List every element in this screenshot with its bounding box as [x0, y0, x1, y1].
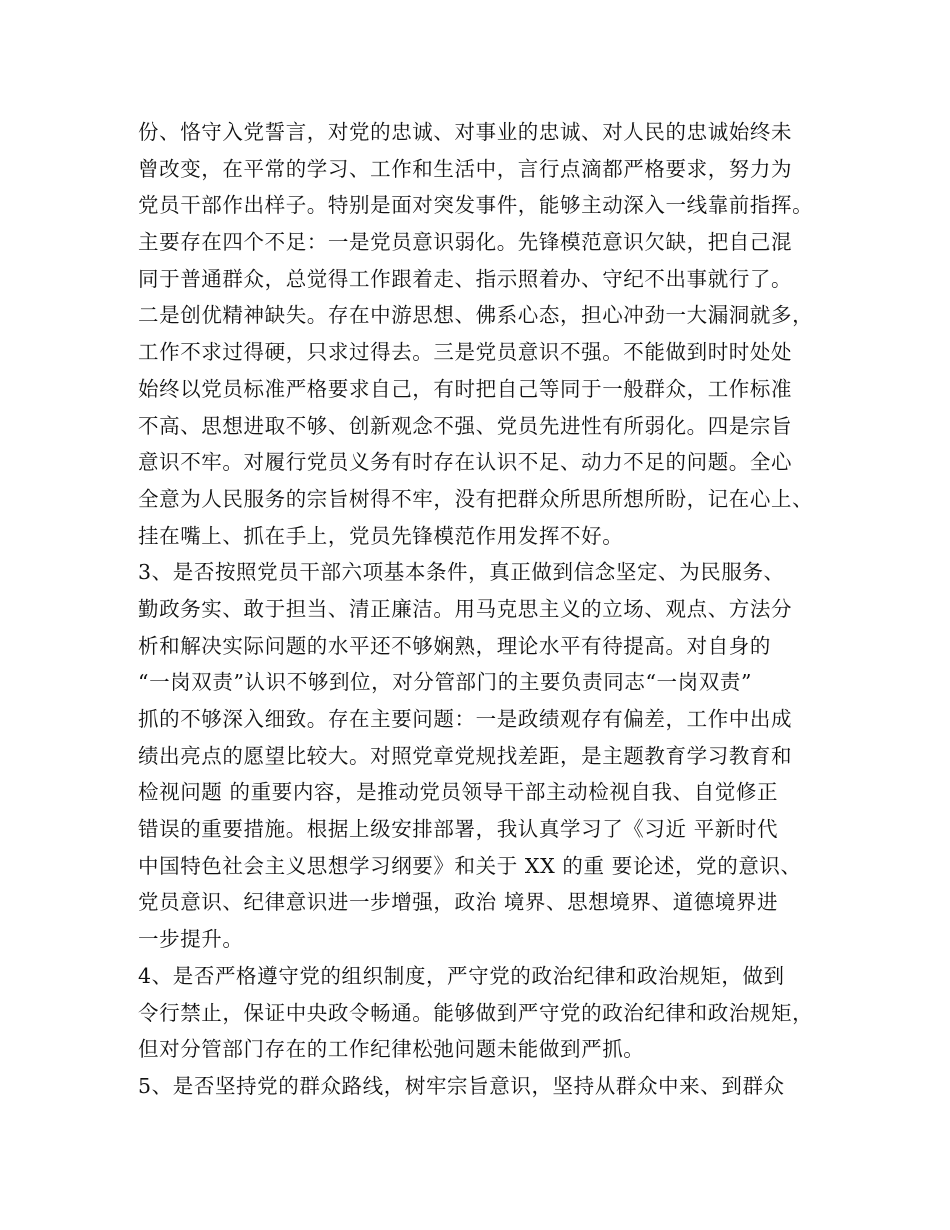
text-line: 党员干部作出样子。特别是面对突发事件，能够主动深入一线靠前指挥。 [138, 193, 814, 218]
text-line: 同于普通群众，总觉得工作跟着走、指示照着办、守纪不出事就行了。 [138, 266, 793, 291]
text-line: 意识不牢。对履行党员义务有时存在认识不足、动力不足的问题。全心 [138, 450, 793, 475]
text-line: 抓的不够深入细致。存在主要问题：一是政绩观存有偏差，工作中出成 [138, 707, 793, 731]
document-body [138, 114, 838, 1105]
text-line: 3、是否按照党员干部六项基本条件，真正做到信念坚定、为民服务、 [138, 560, 785, 585]
text-line: 4、是否严格遵守党的组织制度，严守党的政治纪律和政治规矩，做到 [138, 963, 785, 988]
text-line: 勤政务实、敢于担当、清正廉洁。用马克思主义的立场、观点、方法分 [138, 596, 793, 621]
text-line: 全意为人民服务的宗旨树得不牢，没有把群众所思所想所盼，记在心上、 [138, 486, 814, 511]
text-line: “一岗双责”认识不够到位，对分管部门的主要负责同志“一岗双责” [138, 670, 753, 695]
text-line: 检视问题 的重要内容，是推动党员领导干部主动检视自我、自觉修正 [138, 780, 779, 805]
text-line: 绩出亮点的愿望比较大。对照党章党规找差距，是主题教育学习教育和 [138, 743, 793, 768]
text-line: 错误的重要措施。根据上级安排部署，我认真学习了《习近 平新时代 [138, 817, 779, 842]
text-line: 5、是否坚持党的群众路线，树牢宗旨意识，坚持从群众中来、到群众 [138, 1073, 785, 1098]
text-line: 挂在嘴上、抓在手上，党员先锋模范作用发挥不好。 [138, 523, 624, 548]
text-line: 份、恪守入党誓言，对党的忠诚、对事业的忠诚、对人民的忠诚始终未 [138, 120, 793, 144]
text-line: 曾改变，在平常的学习、工作和生活中，言行点滴都严格要求，努力为 [138, 156, 793, 181]
text-line: 工作不求过得硬，只求过得去。三是党员意识不强。不能做到时时处处 [138, 340, 793, 365]
text-line: 不高、思想进取不够、创新观念不强、党员先进性有所弱化。四是宗旨 [138, 413, 793, 438]
text-line: 一步提升。 [138, 927, 244, 952]
text-line: 令行禁止，保证中央政令畅通。能够做到严守党的政治纪律和政治规矩， [138, 1000, 814, 1025]
text-line: 主要存在四个不足：一是党员意识弱化。先锋模范意识欠缺，把自己混 [138, 230, 793, 255]
text-line: 中国特色社会主义思想学习纲要》和关于 XX 的重 要论述，党的意识、 [138, 853, 802, 878]
text-line: 但对分管部门存在的工作纪律松弛问题未能做到严抓。 [138, 1037, 645, 1062]
text-line: 析和解决实际问题的水平还不够娴熟，理论水平有待提高。对自身的 [138, 633, 771, 658]
text-line: 二是创优精神缺失。存在中游思想、佛系心态，担心冲劲一大漏洞就多， [138, 303, 814, 328]
text-line: 党员意识、纪律意识进一步增强，政治 境界、思想境界、道德境界进 [138, 890, 779, 915]
text-line: 始终以党员标准严格要求自己，有时把自己等同于一般群众，工作标准 [138, 376, 793, 401]
